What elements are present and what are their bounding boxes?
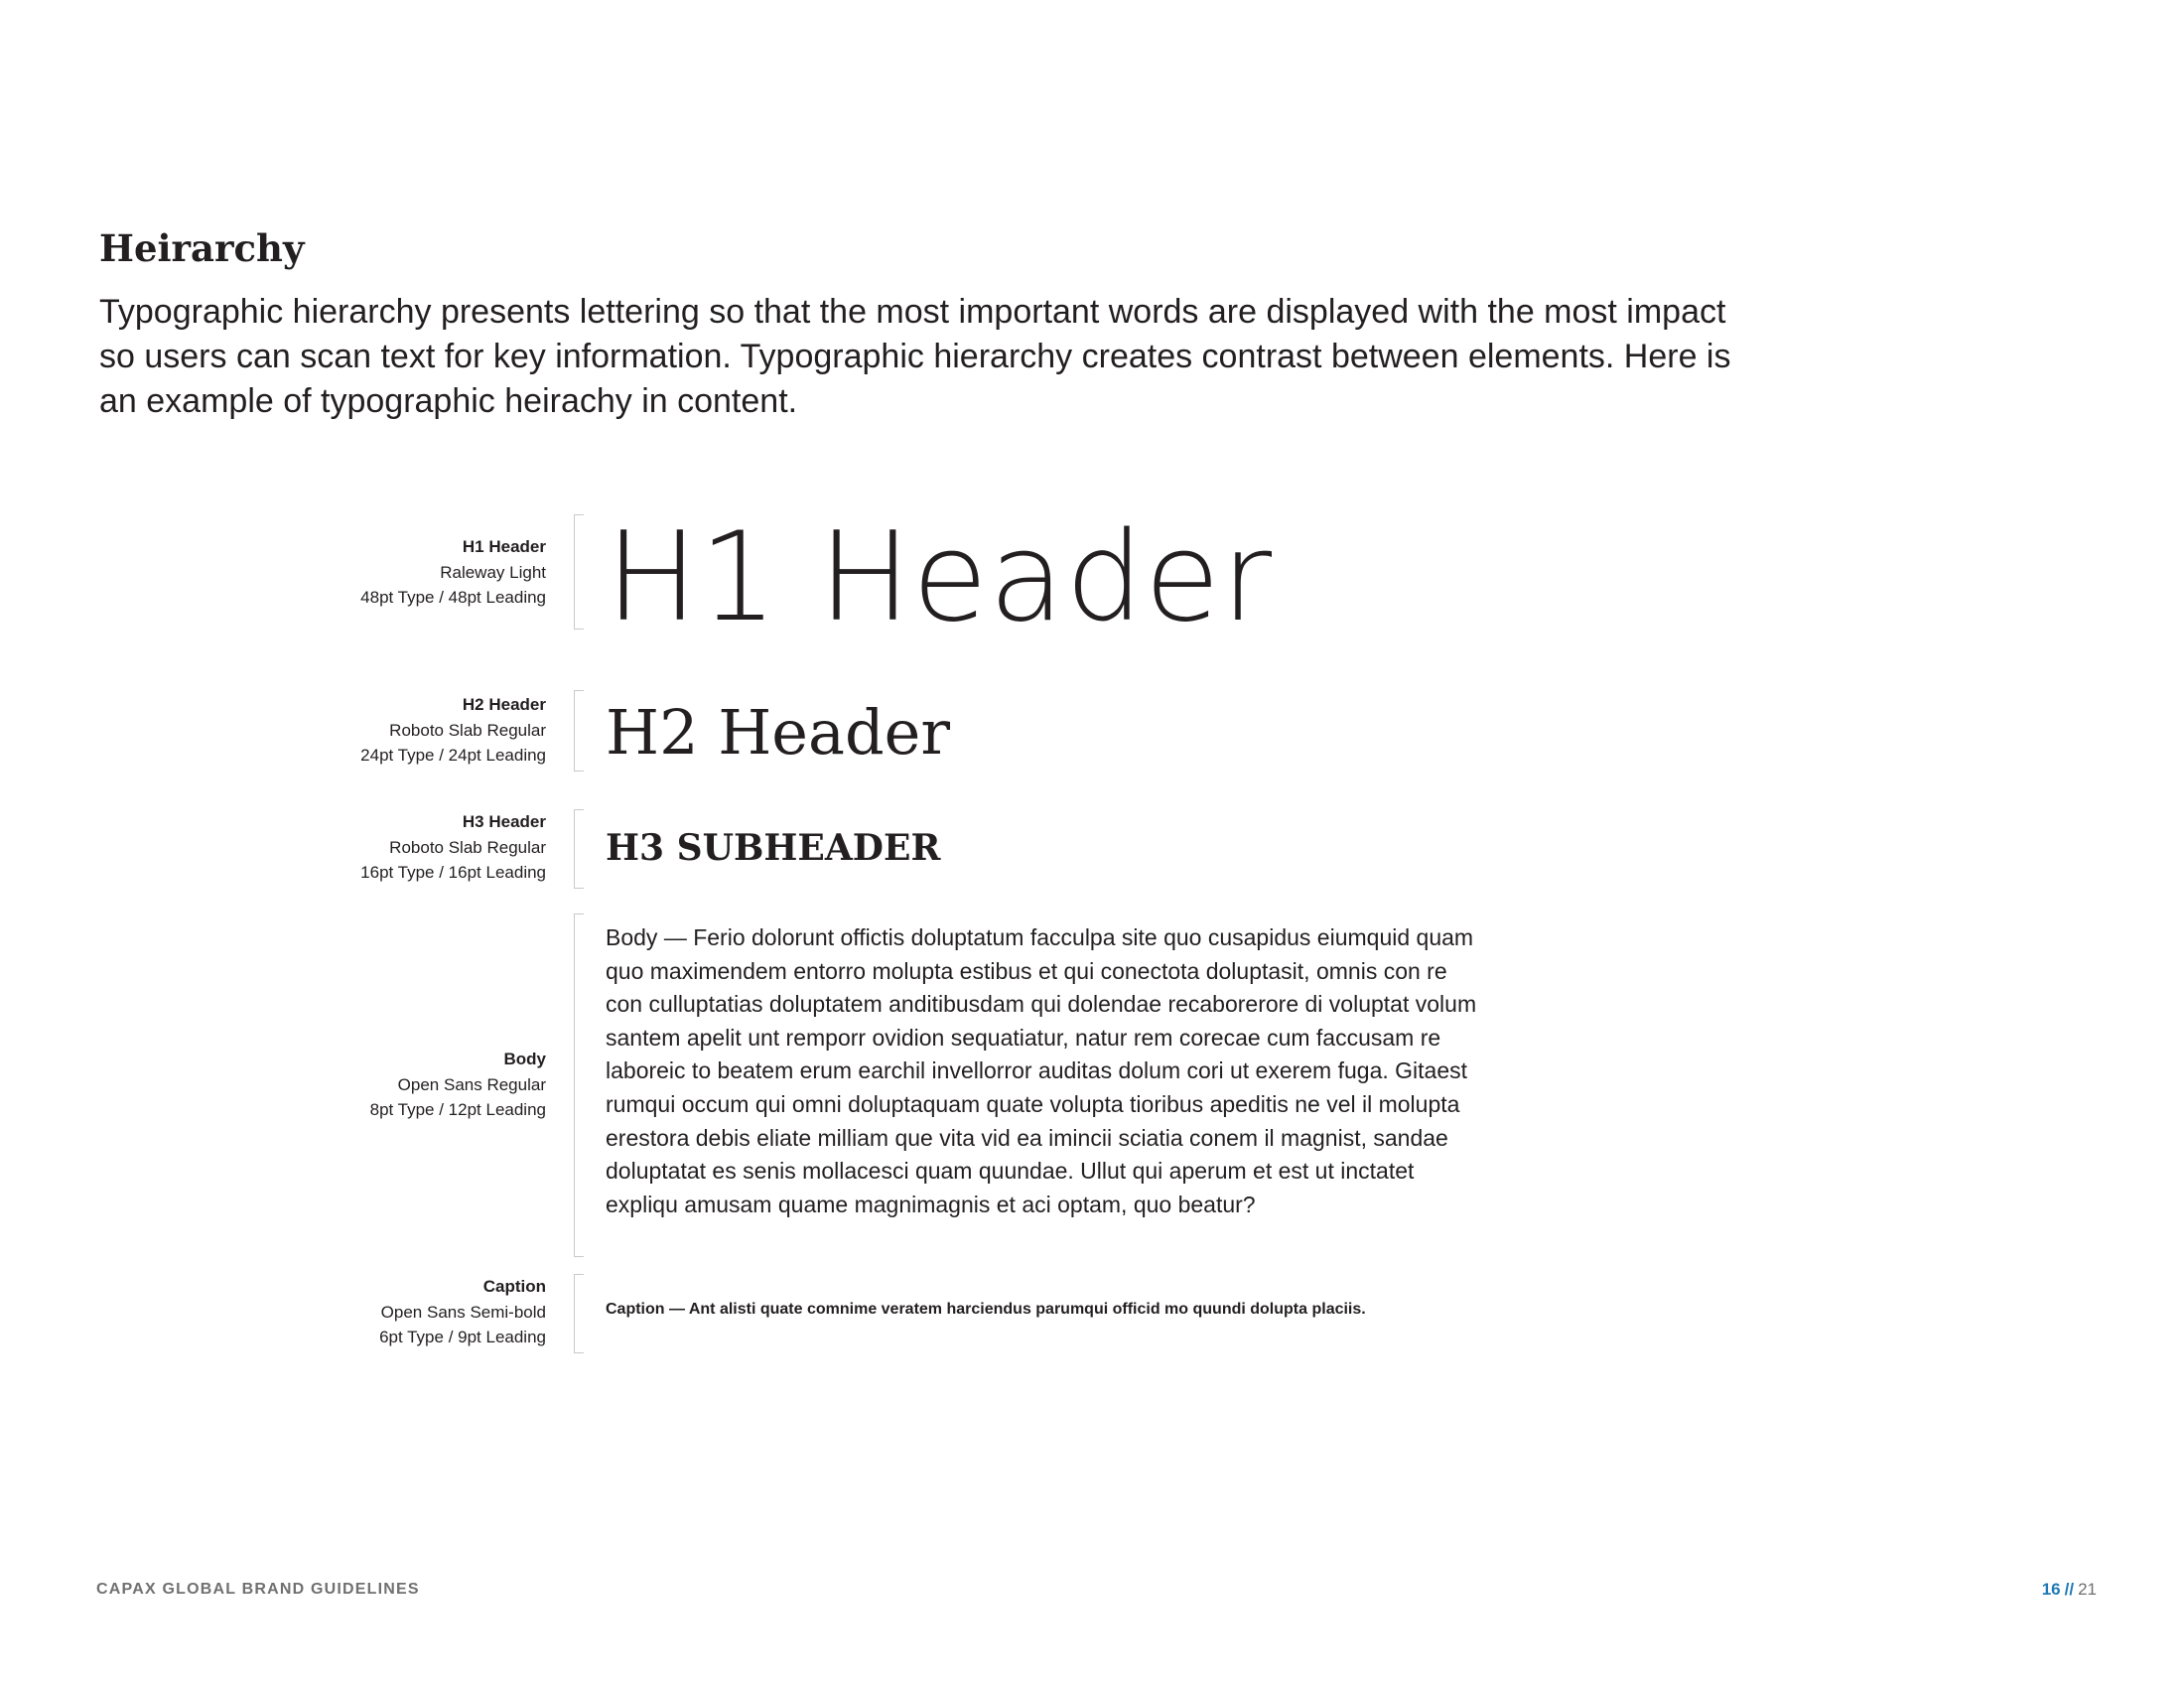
spec-label: [379, 1274, 546, 1350]
section-intro: Typographic hierarchy presents lettering so that the most important words are displayed with the most impact so users can scan text for key information. Typographic hierarchy creates contrast between elements. Here is an example of typographic heirachy in content.: [99, 293, 1731, 420]
spec-size: 8pt Type / 12pt Leading: [369, 1100, 546, 1119]
footer-brand: CAPAX GLOBAL BRAND GUIDELINES: [96, 1581, 420, 1598]
spec-name: H1 Header: [462, 537, 546, 556]
page-separator: //: [2064, 1580, 2075, 1599]
spec-bracket: [574, 914, 584, 1257]
h3-sample: H3 SUBHEADER: [606, 827, 941, 869]
spec-label: [370, 1047, 546, 1123]
section-title: Heirarchy: [99, 226, 305, 270]
spec-label: [360, 809, 546, 886]
spec-font: Roboto Slab Regular: [389, 720, 546, 740]
body-sample: Body — Ferio dolorunt offictis doluptatum facculpa site quo cusapidus eiumquid quam quo maximendem entorro molupta estibus et qui conectota doluptasit, omnis con re con culluptatias doluptatem anditibusdam qui dolendae recaborerore di voluptat volum santem apelit unt remporr ovidion sequatiatur, natur rem corecae cum faccusam re laboreic to beatem erum earchil invellorror auditas dolum cori ut exerem fuga. Gitaest rumqui occum qui omni doluptaquam quate volupta tioribus apeditis ne vel il molupta erestora debis eliate milliam que vita vid ea imincii sciatia conem il magnist, sandae doluptatat es senis mollacesci quam quundae. Ullut qui aperum et est ut inctatet expliqu amusam quame magnimagnis et aci optam, quo beatur?: [606, 924, 1477, 1217]
spec-font: Raleway Light: [440, 562, 546, 582]
spec-size: 48pt Type / 48pt Leading: [360, 588, 546, 607]
spec-bracket: [574, 690, 584, 772]
spec-name: H3 Header: [462, 812, 546, 831]
page-current: 16: [2041, 1580, 2061, 1599]
caption-sample: Caption — Ant alisti quate comnime veratem harciendus parumqui officid mo quundi dolupta placiis.: [606, 1301, 1366, 1318]
h2-sample: H2 Header: [606, 696, 950, 769]
page-total: 21: [2078, 1580, 2097, 1599]
h1-sample: H1 Header: [606, 506, 1274, 649]
spec-size: 16pt Type / 16pt Leading: [360, 863, 546, 882]
spec-bracket: [574, 1274, 584, 1353]
spec-name: H2 Header: [462, 695, 546, 714]
spec-bracket: [574, 809, 584, 889]
spec-bracket: [574, 514, 584, 630]
spec-name: Caption: [482, 1277, 546, 1296]
spec-size: 6pt Type / 9pt Leading: [379, 1328, 546, 1346]
spec-font: Open Sans Regular: [397, 1074, 546, 1094]
spec-size: 24pt Type / 24pt Leading: [360, 746, 546, 765]
spec-font: Roboto Slab Regular: [389, 837, 546, 857]
spec-label: [360, 534, 546, 611]
page-number: [2042, 1580, 2097, 1600]
spec-label: [360, 692, 546, 769]
spec-name: Body: [503, 1050, 546, 1068]
spec-font: Open Sans Semi-bold: [380, 1302, 546, 1322]
